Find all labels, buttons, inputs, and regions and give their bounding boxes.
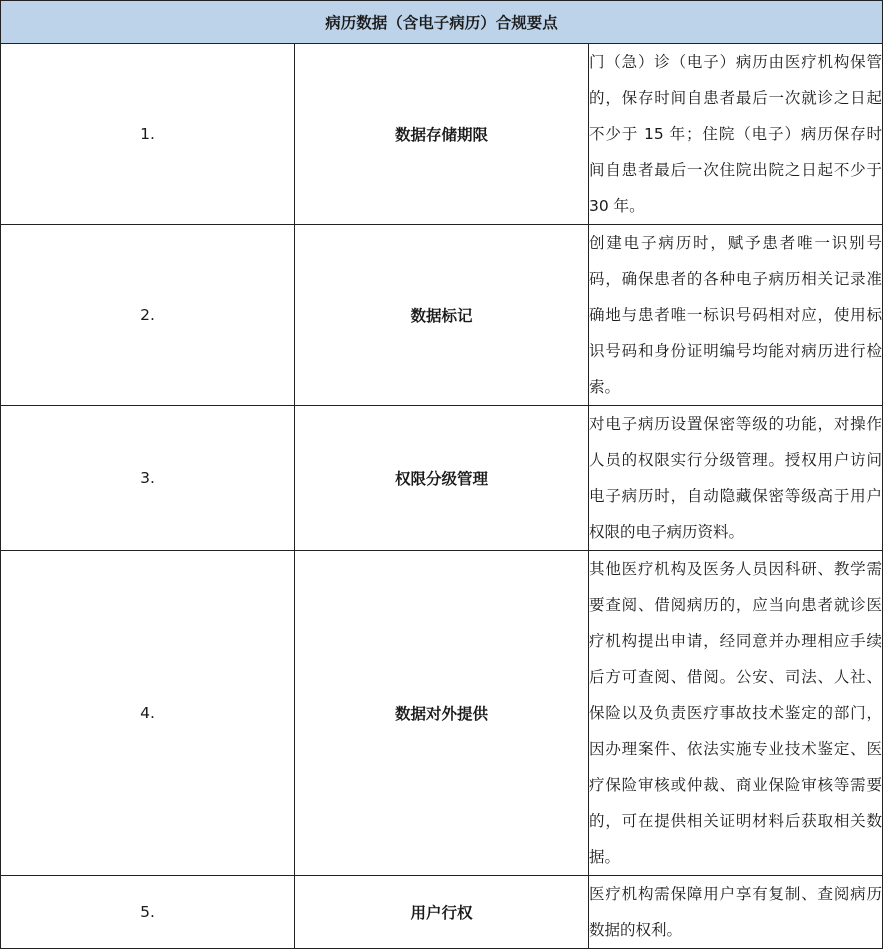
table-header-row (1, 1, 883, 44)
row-item-name: 数据存储期限 (295, 44, 589, 225)
row-number: 2. (1, 225, 295, 406)
row-description: 其他医疗机构及医务人员因科研、教学需要查阅、借阅病历的，应当向患者就诊医疗机构提出申请，经同意并办理相应手续后方可查阅、借阅。公安、司法、人社、保险以及负责医疗事故技术鉴定的部门，因办理案件、依法实施专业技术鉴定、医疗保险审核或仲裁、商业保险审核等需要的，可在提供相关证明材料后获取相关数据。 (589, 551, 883, 876)
row-number: 1. (1, 44, 295, 225)
row-description: 对电子病历设置保密等级的功能，对操作人员的权限实行分级管理。授权用户访问电子病历时，自动隐藏保密等级高于用户权限的电子病历资料。 (589, 406, 883, 551)
row-number: 3. (1, 406, 295, 551)
row-description: 创建电子病历时，赋予患者唯一识别号码，确保患者的各种电子病历相关记录准确地与患者唯一标识号码相对应，使用标识号码和身份证明编号均能对病历进行检索。 (589, 225, 883, 406)
table-title: 病历数据（含电子病历）合规要点 (1, 1, 883, 44)
table-row (1, 406, 883, 551)
table-row (1, 44, 883, 225)
row-number: 5. (1, 876, 295, 949)
row-description: 门（急）诊（电子）病历由医疗机构保管的，保存时间自患者最后一次就诊之日起不少于 15 年；住院（电子）病历保存时间自患者最后一次住院出院之日起不少于 30 年。 (589, 44, 883, 225)
table-row (1, 225, 883, 406)
row-description: 医疗机构需保障用户享有复制、查阅病历数据的权利。 (589, 876, 883, 949)
row-item-name: 数据对外提供 (295, 551, 589, 876)
row-item-name: 数据标记 (295, 225, 589, 406)
row-number: 4. (1, 551, 295, 876)
row-item-name: 用户行权 (295, 876, 589, 949)
table-row (1, 551, 883, 876)
table-row (1, 876, 883, 949)
row-item-name: 权限分级管理 (295, 406, 589, 551)
